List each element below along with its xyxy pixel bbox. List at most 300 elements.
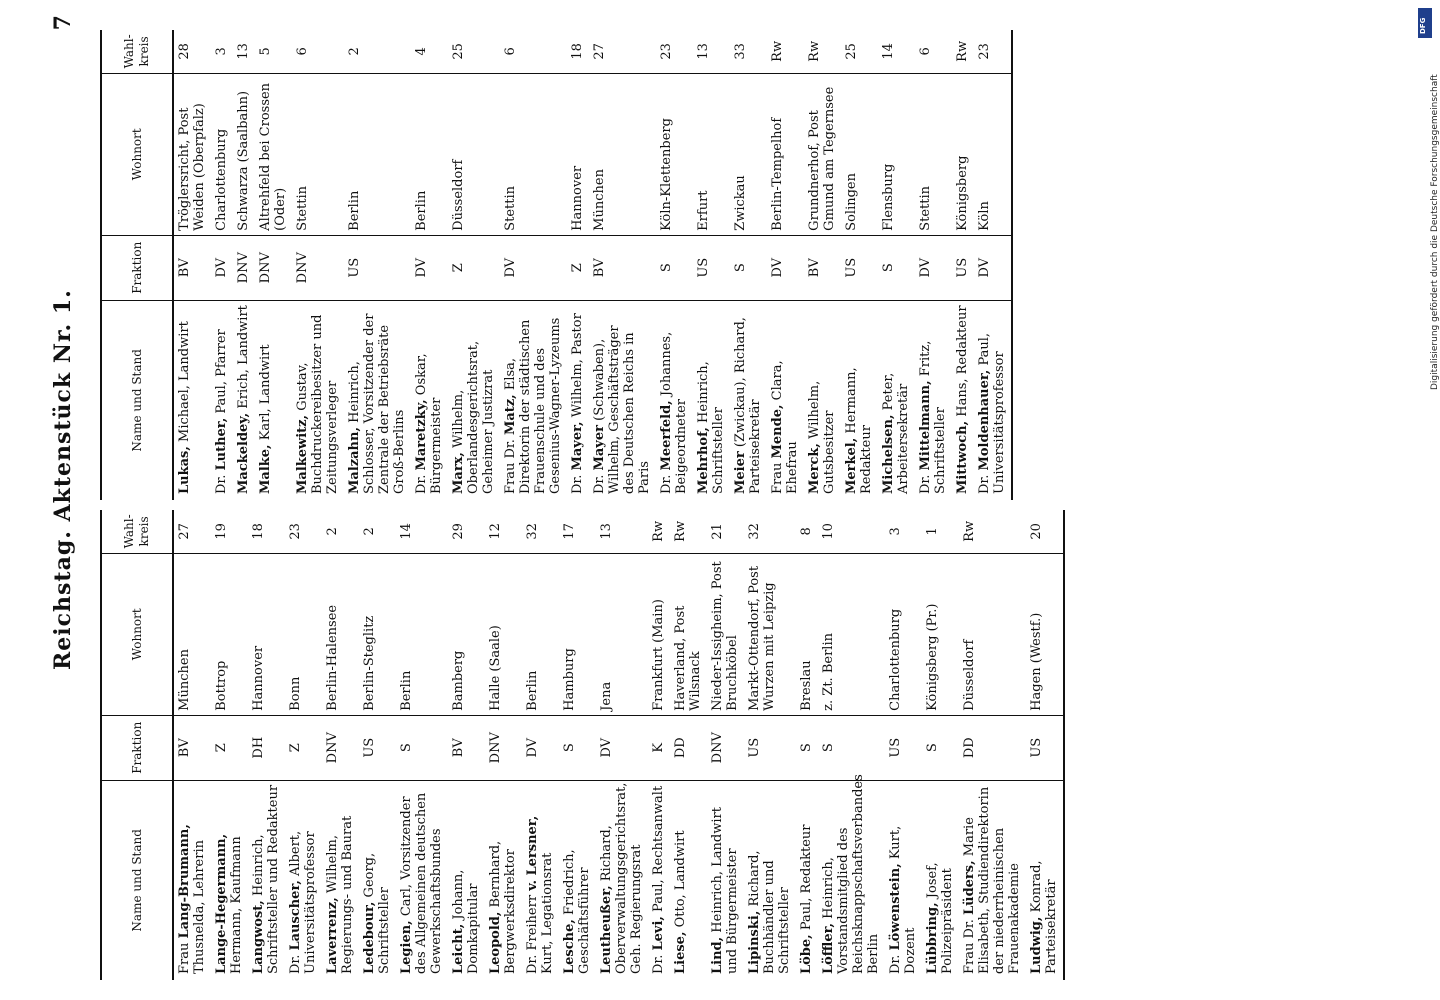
fraktion-cell: US [1026,715,1064,780]
wahlkreis-cell: 1 [922,510,959,553]
fraktion-cell: S [656,235,693,300]
fraktion-cell: DD [959,715,1026,780]
member-name-cell [448,300,500,500]
table-row [233,30,255,500]
member-surname: Mende, [770,404,785,459]
member-surname: Malzahn, [347,427,362,494]
member-details: Heinrich, Vorstandsmitglied des Reichsknappschaftsverbandes Berlin [821,774,881,974]
wahlkreis-cell: 4 [411,30,448,73]
table-row [744,510,796,980]
table-row [522,510,559,980]
member-details: Gustav, Buchdruckereibesitzer und Zeitungsverleger [295,314,340,494]
fraktion-cell: US [841,235,878,300]
wohnort-cell: Bonn [285,553,322,715]
member-details: (Zwickau), Richard, Parteisekretär [733,317,763,494]
member-details: (Schwaben), Wilhelm, Geschäftsträger des Deutschen Reichs in Paris [592,325,652,494]
member-name-cell [885,780,922,980]
table-row [255,30,292,500]
wahlkreis-cell: 29 [448,510,485,553]
fraktion-cell: DV [211,235,233,300]
wahlkreis-cell: 12 [485,510,522,553]
wahlkreis-cell: 5 [255,30,292,73]
digitization-credit: Digitalisierung gefördert durch die Deutsche Forschungsgemeinschaft [1430,74,1440,390]
member-details: Karl, Landwirt [258,344,273,441]
member-prefix: Frau Dr. [503,439,518,494]
member-details: Wilhelm, Pastor [570,313,585,418]
member-details: Hermann, Kaufmann [229,836,244,974]
table-row [292,30,344,500]
member-details: Marie Elisabeth, Studiendirektorin der niederrheinischen Frauenakademie [962,786,1022,974]
wohnort-cell: Berlin [396,553,448,715]
member-name-cell [952,300,974,500]
member-details: Johannes, Beigeordneter [659,331,689,494]
wohnort-cell: Haverland, Post Wilsnack [670,553,707,715]
member-details: Richard, Oberverwaltungsgerichtsrat, Geh. Regierungsrat [599,782,644,974]
table-row [285,510,322,980]
member-details: Carl, Vorsitzender des Allgemeinen deutschen Gewerkschaftsbundes [399,792,444,974]
column-header-wohnort: Wohnort [101,73,173,235]
member-surname: Mittelmann, [918,380,933,471]
member-details: Kurt, Dozent [888,825,918,974]
member-surname: Langwost, [251,900,266,974]
table-row [693,30,730,500]
member-surname: Lukas, [177,446,192,494]
table-row [589,30,656,500]
fraktion-cell: US [885,715,922,780]
fraktion-cell: DV [915,235,952,300]
member-surname: Ledebour, [362,901,377,974]
member-surname: Marx, [451,452,466,494]
fraktion-cell: DV [596,715,648,780]
table-row [656,30,693,500]
member-prefix: Dr. [651,954,666,974]
wohnort-cell: Schwarza (Saalbahn) [233,73,255,235]
wahlkreis-cell: 10 [818,510,885,553]
member-surname: Matz, [503,394,518,436]
member-name-cell [841,300,878,500]
member-name-cell [693,300,730,500]
fraktion-cell: DNV [292,235,344,300]
member-prefix: Dr. [288,954,303,974]
member-details: Fritz, Schriftsteller [918,340,948,494]
wohnort-cell: Düsseldorf [448,73,500,235]
member-details: Heinrich, Schriftsteller [696,361,726,494]
member-name-cell [922,780,959,980]
wahlkreis-cell: 25 [448,30,500,73]
fraktion-cell: DV [500,235,567,300]
member-surname: Lesche, [562,919,577,974]
table-row [952,30,974,500]
fraktion-cell: S [818,715,885,780]
wohnort-cell: Hannover [567,73,589,235]
fraktion-cell: US [744,715,796,780]
member-prefix: Dr. [414,474,429,494]
fraktion-cell: DV [767,235,804,300]
fraktion-cell: DNV [233,235,255,300]
wohnort-cell: Bamberg [448,553,485,715]
member-details: Otto, Landwirt [673,830,688,928]
column-header-fraktion: Fraktion [101,715,173,780]
member-name-cell [359,780,396,980]
member-prefix: Dr. Freiherr [525,894,540,974]
member-name-cell [767,300,804,500]
fraktion-cell: Z [211,715,248,780]
member-name-cell [173,780,211,980]
member-details: Erich, Landwirt [236,305,251,409]
wahlkreis-cell: 23 [285,510,322,553]
table-row [211,30,233,500]
member-details: Michael, Landwirt [177,321,192,442]
member-name-cell [974,300,1012,500]
wahlkreis-cell: 27 [589,30,656,73]
dfg-logo: DFG [1418,8,1432,38]
fraktion-cell: BV [173,715,211,780]
wahlkreis-cell: Rw [648,510,670,553]
table-row [1026,510,1064,980]
fraktion-cell: S [396,715,448,780]
member-name-cell [500,300,567,500]
member-name-cell [448,780,485,980]
member-surname: Mayer [592,425,607,471]
member-surname: Löwenstein, [888,863,903,951]
member-details: Clara, Ehefrau [770,360,800,494]
wohnort-cell: Flensburg [878,73,915,235]
member-prefix: Frau [770,462,785,494]
member-surname: Leutheußer, [599,885,614,974]
table-row [804,30,841,500]
column-header-name: Name und Stand [101,780,173,980]
member-details: Heinrich, Schlosser, Vorsitzender der Zentrale der Betriebsräte Groß-Berlins [347,313,407,494]
member-name-cell [730,300,767,500]
page-title: Reichstag. Aktenstück Nr. 1. [50,289,76,670]
wahlkreis-cell: 3 [211,30,233,73]
wahlkreis-cell: 3 [885,510,922,553]
member-details: Heinrich, Landwirt und Bürgermeister [710,807,740,974]
wahlkreis-cell: 2 [344,30,411,73]
wohnort-cell: Halle (Saale) [485,553,522,715]
table-row [448,30,500,500]
table-row [173,30,211,500]
wahlkreis-cell: Rw [959,510,1026,553]
member-details: Konrad, Parteisekretär [1029,860,1059,974]
fraktion-cell: BV [448,715,485,780]
wohnort-cell: z. Zt. Berlin [818,553,885,715]
table-row [878,30,915,500]
member-surname: Michelsen, [881,414,896,494]
member-surname: Moldenhauer, [977,369,992,471]
member-name-cell [559,780,596,980]
fraktion-cell: S [922,715,959,780]
wahlkreis-cell: Rw [952,30,974,73]
wahlkreis-cell: 18 [567,30,589,73]
wohnort-cell: Stettin [500,73,567,235]
wohnort-cell: Solingen [841,73,878,235]
table-row [959,510,1026,980]
member-name-cell [485,780,522,980]
member-surname: Meier [733,451,748,494]
member-surname: Ludwig, [1029,916,1044,974]
member-name-cell [878,300,915,500]
fraktion-cell: DV [411,235,448,300]
table-row [974,30,1012,500]
member-surname: Leopold, [488,911,503,974]
member-details: Paul, Redakteur [799,824,814,931]
table-row [922,510,959,980]
table-row [500,30,567,500]
table-row [485,510,522,980]
member-details: Paul, Pfarrer [214,329,229,414]
member-name-cell [211,300,233,500]
member-details: Josef, Polizeipräsident [925,862,955,974]
member-surname: Löffler, [821,922,836,974]
table-row [559,510,596,980]
wahlkreis-cell: 13 [693,30,730,73]
member-details: Albert, Universitätsprofessor [288,830,318,974]
member-name-cell [1026,780,1064,980]
wahlkreis-cell: 14 [396,510,448,553]
member-details: Paul, Rechtsanwalt [651,785,666,912]
wohnort-cell: Köln-Klettenberg [656,73,693,235]
wohnort-cell: Nieder-Issigheim, Post Bruchköbel [707,553,744,715]
wahlkreis-cell: 17 [559,510,596,553]
member-surname: Mittwoch, [955,420,970,494]
wahlkreis-cell: Rw [670,510,707,553]
wahlkreis-cell: Rw [804,30,841,73]
member-name-cell [233,300,255,500]
wohnort-cell: Altrehfeld bei Crossen (Oder) [255,73,292,235]
table-row [915,30,952,500]
wohnort-cell: Berlin [522,553,559,715]
wohnort-cell: Charlottenburg [885,553,922,715]
wohnort-cell: Berlin-Steglitz [359,553,396,715]
member-details: Georg, Schriftsteller [362,852,392,974]
member-surname: Lang-Brumann, [177,824,192,939]
wohnort-cell: Königsberg [952,73,974,235]
fraktion-cell: BV [589,235,656,300]
wohnort-cell: München [173,553,211,715]
member-table-right [100,30,1013,500]
wohnort-cell: Frankfurt (Main) [648,553,670,715]
member-surname: Luther, [214,417,229,471]
fraktion-cell: US [359,715,396,780]
member-name-cell [670,780,707,980]
wohnort-cell: Berlin [411,73,448,235]
member-name-cell [567,300,589,500]
fraktion-cell: S [796,715,818,780]
member-surname: Lipinski, [747,910,762,974]
fraktion-cell: BV [173,235,211,300]
member-surname: Lauscher, [288,880,303,951]
wahlkreis-cell: Rw [767,30,804,73]
member-name-cell [396,780,448,980]
table-row [885,510,922,980]
column-header-wahlkreis: Wahl-kreis [101,30,173,73]
member-surname: Leicht, [451,923,466,974]
member-name-cell [173,300,211,500]
member-surname: Löbe, [799,934,814,974]
member-name-cell [744,780,796,980]
member-name-cell [707,780,744,980]
wahlkreis-cell: 32 [744,510,796,553]
fraktion-cell: Z [448,235,500,300]
fraktion-cell: DNV [485,715,522,780]
member-name-cell [285,780,322,980]
member-prefix: Dr. [570,474,585,494]
member-name-cell [522,780,559,980]
wahlkreis-cell: 2 [322,510,359,553]
wohnort-cell: Jena [596,553,648,715]
table-row [670,510,707,980]
fraktion-cell: Z [567,235,589,300]
wahlkreis-cell: 19 [211,510,248,553]
member-prefix: Dr. [592,474,607,494]
wohnort-cell: Hagen (Westf.) [1026,553,1064,715]
wohnort-cell: München [589,73,656,235]
member-surname: Lind, [710,936,725,974]
wohnort-cell: Stettin [915,73,952,235]
fraktion-cell: DH [248,715,285,780]
member-name-cell [818,774,885,980]
table-row [707,510,744,980]
wohnort-cell: Köln [974,73,1012,235]
fraktion-cell: DV [974,235,1012,300]
member-details: Paul, Universitätsprofessor [977,332,1007,494]
member-name-cell [322,780,359,980]
member-name-cell [255,300,292,500]
table-row [596,510,648,980]
member-details: Heinrich, Schriftsteller und Redakteur [251,784,281,974]
wohnort-cell: Hamburg [559,553,596,715]
member-surname: Meerfeld, [659,400,674,471]
member-name-cell [411,300,448,500]
member-prefix: Dr. [918,474,933,494]
member-details: Richard, Buchhändler und Schriftsteller [747,850,792,974]
wohnort-cell: Düsseldorf [959,553,1026,715]
member-prefix: Dr. [214,474,229,494]
wohnort-cell: Stettin [292,73,344,235]
wahlkreis-cell: 28 [173,30,211,73]
fraktion-cell: DNV [707,715,744,780]
member-surname: Merck, [807,443,822,494]
wohnort-cell: Grundnerhof, Post Gmund am Tegernsee [804,73,841,235]
page-number: 7 [50,15,76,31]
wohnort-cell: Tröglersricht, Post Weiden (Oberpfalz) [173,73,211,235]
wahlkreis-cell: 8 [796,510,818,553]
member-name-cell [804,300,841,500]
wahlkreis-cell: 23 [656,30,693,73]
member-surname: Merkel, [844,437,859,494]
member-details: Kurt, Legationsrat [540,852,555,974]
table-row [411,30,448,500]
wahlkreis-cell: 27 [173,510,211,553]
fraktion-cell: S [878,235,915,300]
column-header-wahlkreis: Wahl-kreis [101,510,173,553]
table-row [818,510,885,980]
member-table-left [100,510,1065,980]
member-details: Wilhelm, Oberlandesgerichtsrat, Geheimer Justizrat [451,340,496,494]
member-name-cell [959,780,1026,980]
member-details: Peter, Arbeitersekretär [881,372,911,494]
wahlkreis-cell: 6 [500,30,567,73]
table-row [448,510,485,980]
member-prefix: Dr. [659,474,674,494]
fraktion-cell: DNV [255,235,292,300]
fraktion-cell: US [693,235,730,300]
fraktion-cell: S [559,715,596,780]
wohnort-cell: Berlin [344,73,411,235]
member-prefix: Dr. [977,474,992,494]
wahlkreis-cell: 33 [730,30,767,73]
page-header [50,0,90,1000]
member-name-cell [596,780,648,980]
member-details: Friedrich, Geschäftsführer [562,849,592,974]
member-surname: Mayer, [570,421,585,471]
table-row [648,510,670,980]
table-row [396,510,448,980]
table-row [567,30,589,500]
fraktion-cell: BV [804,235,841,300]
wohnort-cell: Markt-Ottendorf, Post Wurzen mit Leipzig [744,553,796,715]
wohnort-cell: Zwickau [730,73,767,235]
wohnort-cell: Hannover [248,553,285,715]
member-details: Johann, Domkapitular [451,869,481,974]
member-name-cell [796,780,818,980]
member-name-cell [648,780,670,980]
wahlkreis-cell: 14 [878,30,915,73]
wahlkreis-cell: 20 [1026,510,1064,553]
wahlkreis-cell: 25 [841,30,878,73]
member-name-cell [656,300,693,500]
fraktion-cell: US [344,235,411,300]
wohnort-cell: Charlottenburg [211,73,233,235]
wahlkreis-cell: 6 [292,30,344,73]
wohnort-cell: Berlin-Tempelhof [767,73,804,235]
wahlkreis-cell: 13 [596,510,648,553]
fraktion-cell: DD [670,715,707,780]
table-row [173,510,211,980]
table-row [359,510,396,980]
column-header-fraktion: Fraktion [101,235,173,300]
table-row [730,30,767,500]
member-surname: Mehrhof, [696,427,711,494]
column-header-wohnort: Wohnort [101,553,173,715]
member-name-cell [211,780,248,980]
fraktion-cell: US [952,235,974,300]
member-surname: Laverrenz, [325,897,340,974]
member-details: Bernhard, Bergwerksdirektor [488,840,518,974]
wahlkreis-cell: 23 [974,30,1012,73]
table-row [322,510,359,980]
fraktion-cell: DNV [322,715,359,780]
member-name-cell [292,300,344,500]
wohnort-cell: Berlin-Halensee [322,553,359,715]
fraktion-cell: DV [522,715,559,780]
member-name-cell [344,300,411,500]
wahlkreis-cell: 6 [915,30,952,73]
wohnort-cell: Bottrop [211,553,248,715]
member-name-cell [915,300,952,500]
member-prefix: Frau [177,942,192,974]
member-surname: Lange-Hegermann, [214,833,229,974]
wohnort-cell: Erfurt [693,73,730,235]
table-row [841,30,878,500]
table-row [248,510,285,980]
member-prefix: Frau Dr. [962,919,977,974]
member-surname: Malke, [258,444,273,494]
wahlkreis-cell: 32 [522,510,559,553]
table-row [344,30,411,500]
fraktion-cell: S [730,235,767,300]
